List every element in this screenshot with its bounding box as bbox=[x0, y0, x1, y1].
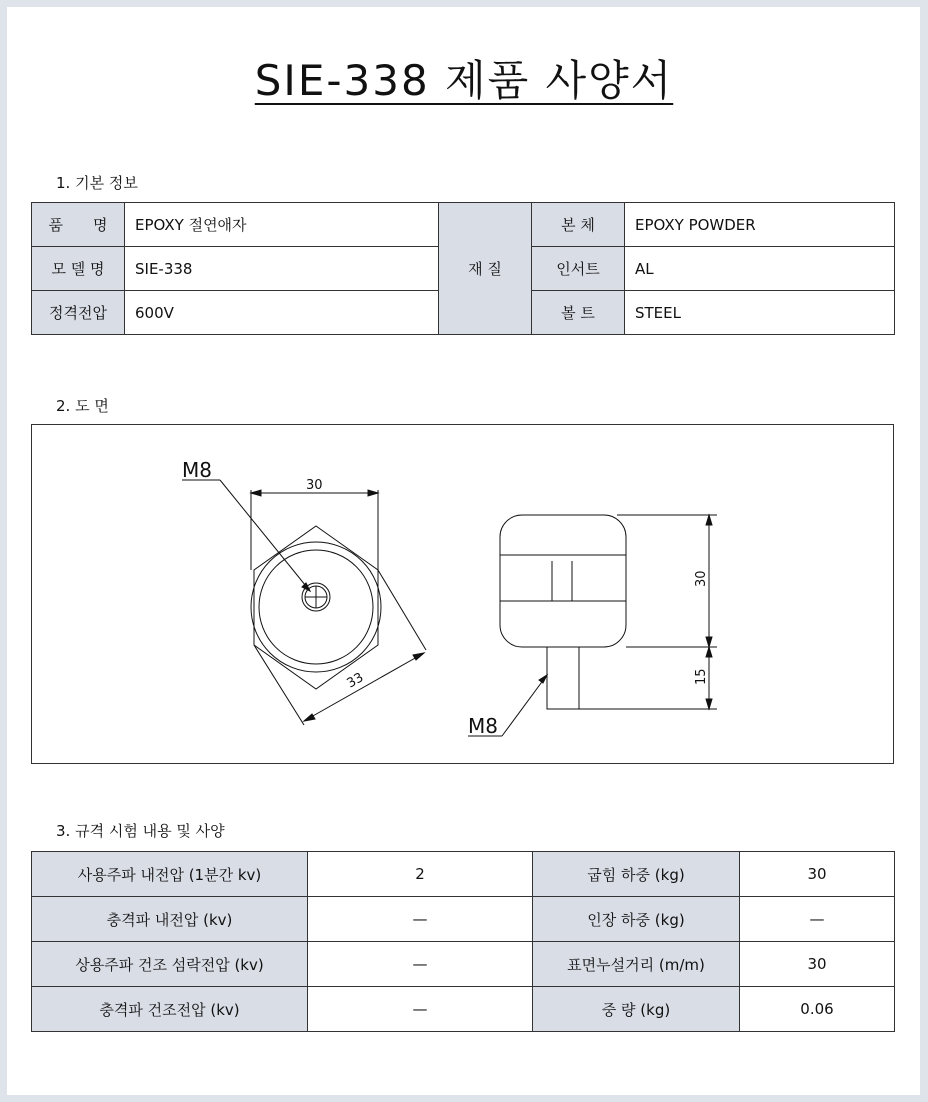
table-row bbox=[32, 987, 895, 1032]
spec-label: 인장 하중 (kg) bbox=[533, 897, 740, 942]
table-row bbox=[32, 852, 895, 897]
model-name-label: 모 델 명 bbox=[32, 247, 125, 291]
dim-width: 30 bbox=[306, 478, 323, 493]
table-row bbox=[32, 203, 895, 247]
rated-voltage-label: 정격전압 bbox=[32, 291, 125, 335]
spec-label: 사용주파 내전압 (1분간 kv) bbox=[32, 852, 308, 897]
product-name-label: 품 명 bbox=[32, 203, 125, 247]
dim-across-corners: 33 bbox=[344, 670, 367, 692]
page-title: SIE-338 제품 사양서 bbox=[254, 56, 674, 105]
spec-value: 0.06 bbox=[740, 987, 895, 1032]
spec-value: 30 bbox=[740, 852, 895, 897]
body-value: EPOXY POWDER bbox=[625, 203, 895, 247]
side-view-bolt bbox=[547, 647, 579, 709]
spec-label: 굽힘 하중 (kg) bbox=[533, 852, 740, 897]
bolt-value: STEEL bbox=[625, 291, 895, 335]
table-row bbox=[32, 942, 895, 987]
spec-table bbox=[31, 851, 895, 1032]
spec-label: 상용주파 건조 섬락전압 (kv) bbox=[32, 942, 308, 987]
dim-thread-side: M8 bbox=[468, 714, 498, 738]
bolt-label: 볼 트 bbox=[532, 291, 625, 335]
material-label: 재 질 bbox=[439, 203, 532, 335]
dim-thread-top: M8 bbox=[182, 458, 212, 482]
spec-value: — bbox=[740, 897, 895, 942]
section-spec-heading: 3. 규격 시험 내용 및 사양 bbox=[56, 822, 225, 840]
dim-height: 30 bbox=[694, 570, 709, 587]
body-label: 본 체 bbox=[532, 203, 625, 247]
spec-value: — bbox=[308, 897, 533, 942]
spec-value: — bbox=[308, 987, 533, 1032]
table-row bbox=[32, 897, 895, 942]
section-basic-info-heading: 1. 기본 정보 bbox=[56, 174, 138, 192]
rated-voltage-value: 600V bbox=[125, 291, 439, 335]
product-name-value: EPOXY 절연애자 bbox=[125, 203, 439, 247]
spec-label: 충격파 내전압 (kv) bbox=[32, 897, 308, 942]
drawing-svg bbox=[32, 425, 893, 763]
spec-label: 중 량 (kg) bbox=[533, 987, 740, 1032]
section-drawing-heading: 2. 도 면 bbox=[56, 397, 109, 415]
spec-value: — bbox=[308, 942, 533, 987]
technical-drawing bbox=[31, 424, 894, 764]
spec-value: 2 bbox=[308, 852, 533, 897]
dim-bolt-length: 15 bbox=[694, 668, 709, 685]
insert-value: AL bbox=[625, 247, 895, 291]
model-name-value: SIE-338 bbox=[125, 247, 439, 291]
spec-value: 30 bbox=[740, 942, 895, 987]
basic-info-table bbox=[31, 202, 895, 335]
spec-label: 충격파 건조전압 (kv) bbox=[32, 987, 308, 1032]
insert-label: 인서트 bbox=[532, 247, 625, 291]
spec-label: 표면누설거리 (m/m) bbox=[533, 942, 740, 987]
side-view-body bbox=[500, 515, 626, 647]
